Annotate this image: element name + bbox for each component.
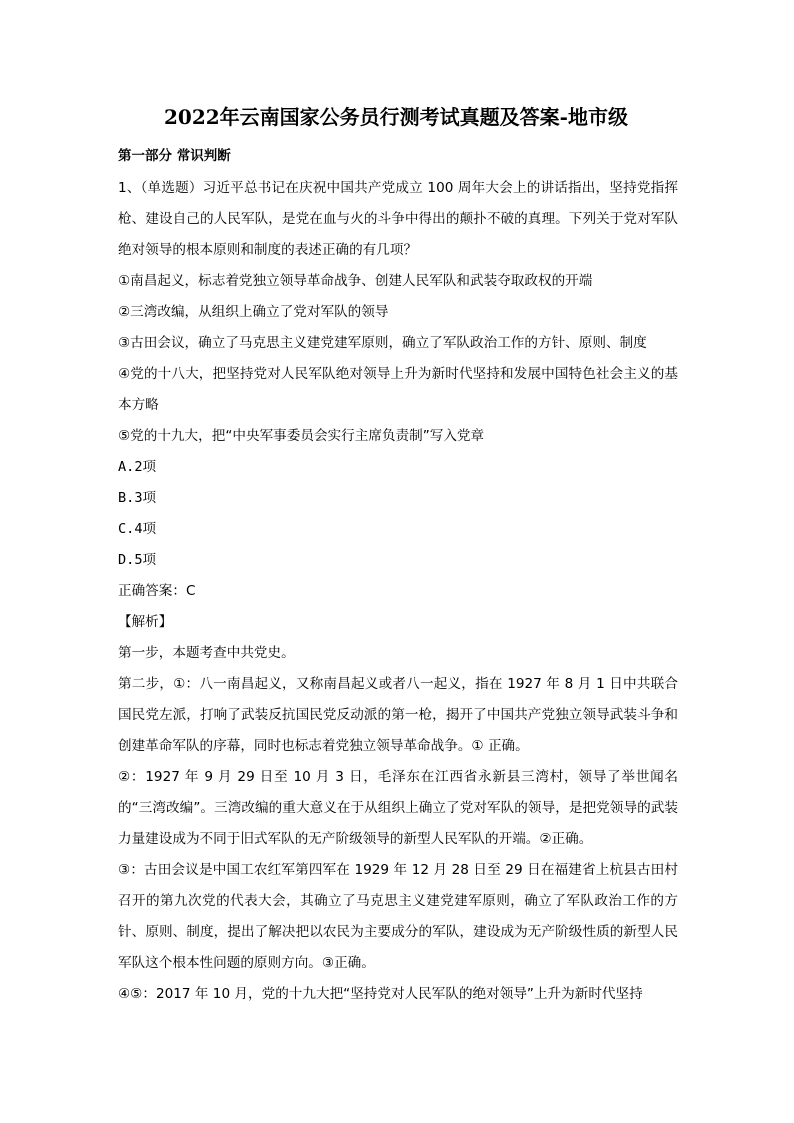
statement-4: ④党的十八大，把坚持党对人民军队绝对领导上升为新时代坚持和发展中国特色社会主义的基本方略 <box>118 366 678 413</box>
statement-5: ⑤党的十九大，把“中央军事委员会实行主席负责制”写入党章 <box>118 428 485 444</box>
analysis-paragraph-2: 第二步，①：八一南昌起义，又称南昌起义或者八一起义，指在 1927 年 8 月 1 日中共联合国民党左派，打响了武装反抗国民党反动派的第一枪，揭开了中国共产党独立领导武装斗争和创建革命军队的序幕，同时也标志着党独立领导革命战争。① 正确。 <box>118 676 678 754</box>
option-c: C.4项 <box>118 521 157 537</box>
option-a: A.2项 <box>118 459 157 475</box>
statement-3: ③古田会议，确立了马克思主义建党建军原则，确立了军队政治工作的方针、原则、制度 <box>118 335 647 351</box>
analysis-paragraph-3: ②：1927 年 9 月 29 日至 10 月 3 日，毛泽东在江西省永新县三湾村，领导了举世闻名的“三湾改编”。三湾改编的重大意义在于从组织上确立了党对军队的领导，是把党领导的武装力量建设成为不同于旧式军队的无产阶级领导的新型人民军队的开端。②正确。 <box>118 769 678 847</box>
analysis-paragraph-4: ③：古田会议是中国工农红军第四军在 1929 年 12 月 28 日至 29 日在福建省上杭县古田村召开的第九次党的代表大会，其确立了马克思主义建党建军原则，确立了军队政治工作的方针、原则、制度，提出了解决把以农民为主要成分的军队，建设成为无产阶级性质的新型人民军队这个根本性问题的原则方向。③正确。 <box>118 862 678 971</box>
analysis-paragraph-1: 第一步，本题考查中共党史。 <box>118 645 295 661</box>
document-title: 2022年云南国家公务员行测考试真题及答案-地市级 <box>164 105 628 129</box>
statement-2: ②三湾改编，从组织上确立了党对军队的领导 <box>118 304 389 320</box>
section-heading: 第一部分 常识判断 <box>118 148 231 164</box>
analysis-heading: 【解析】 <box>118 614 173 630</box>
document-body <box>118 173 678 1010</box>
option-b: B.3项 <box>118 490 157 506</box>
question-stem: 1、（单选题）习近平总书记在庆祝中国共产党成立 100 周年大会上的讲话指出，坚持党指挥枪、建设自己的人民军队，是党在血与火的斗争中得出的颠扑不破的真理。下列关于党对军队绝对领导的根本原则和制度的表述正确的有几项？ <box>118 180 678 258</box>
correct-answer: 正确答案：C <box>118 583 196 599</box>
option-d: D.5项 <box>118 552 157 568</box>
analysis-paragraph-5: ④⑤：2017 年 10 月，党的十九大把“坚持党对人民军队的绝对领导”上升为新时代坚持 <box>118 986 643 1002</box>
statement-1: ①南昌起义，标志着党独立领导革命战争、创建人民军队和武装夺取政权的开端 <box>118 273 593 289</box>
